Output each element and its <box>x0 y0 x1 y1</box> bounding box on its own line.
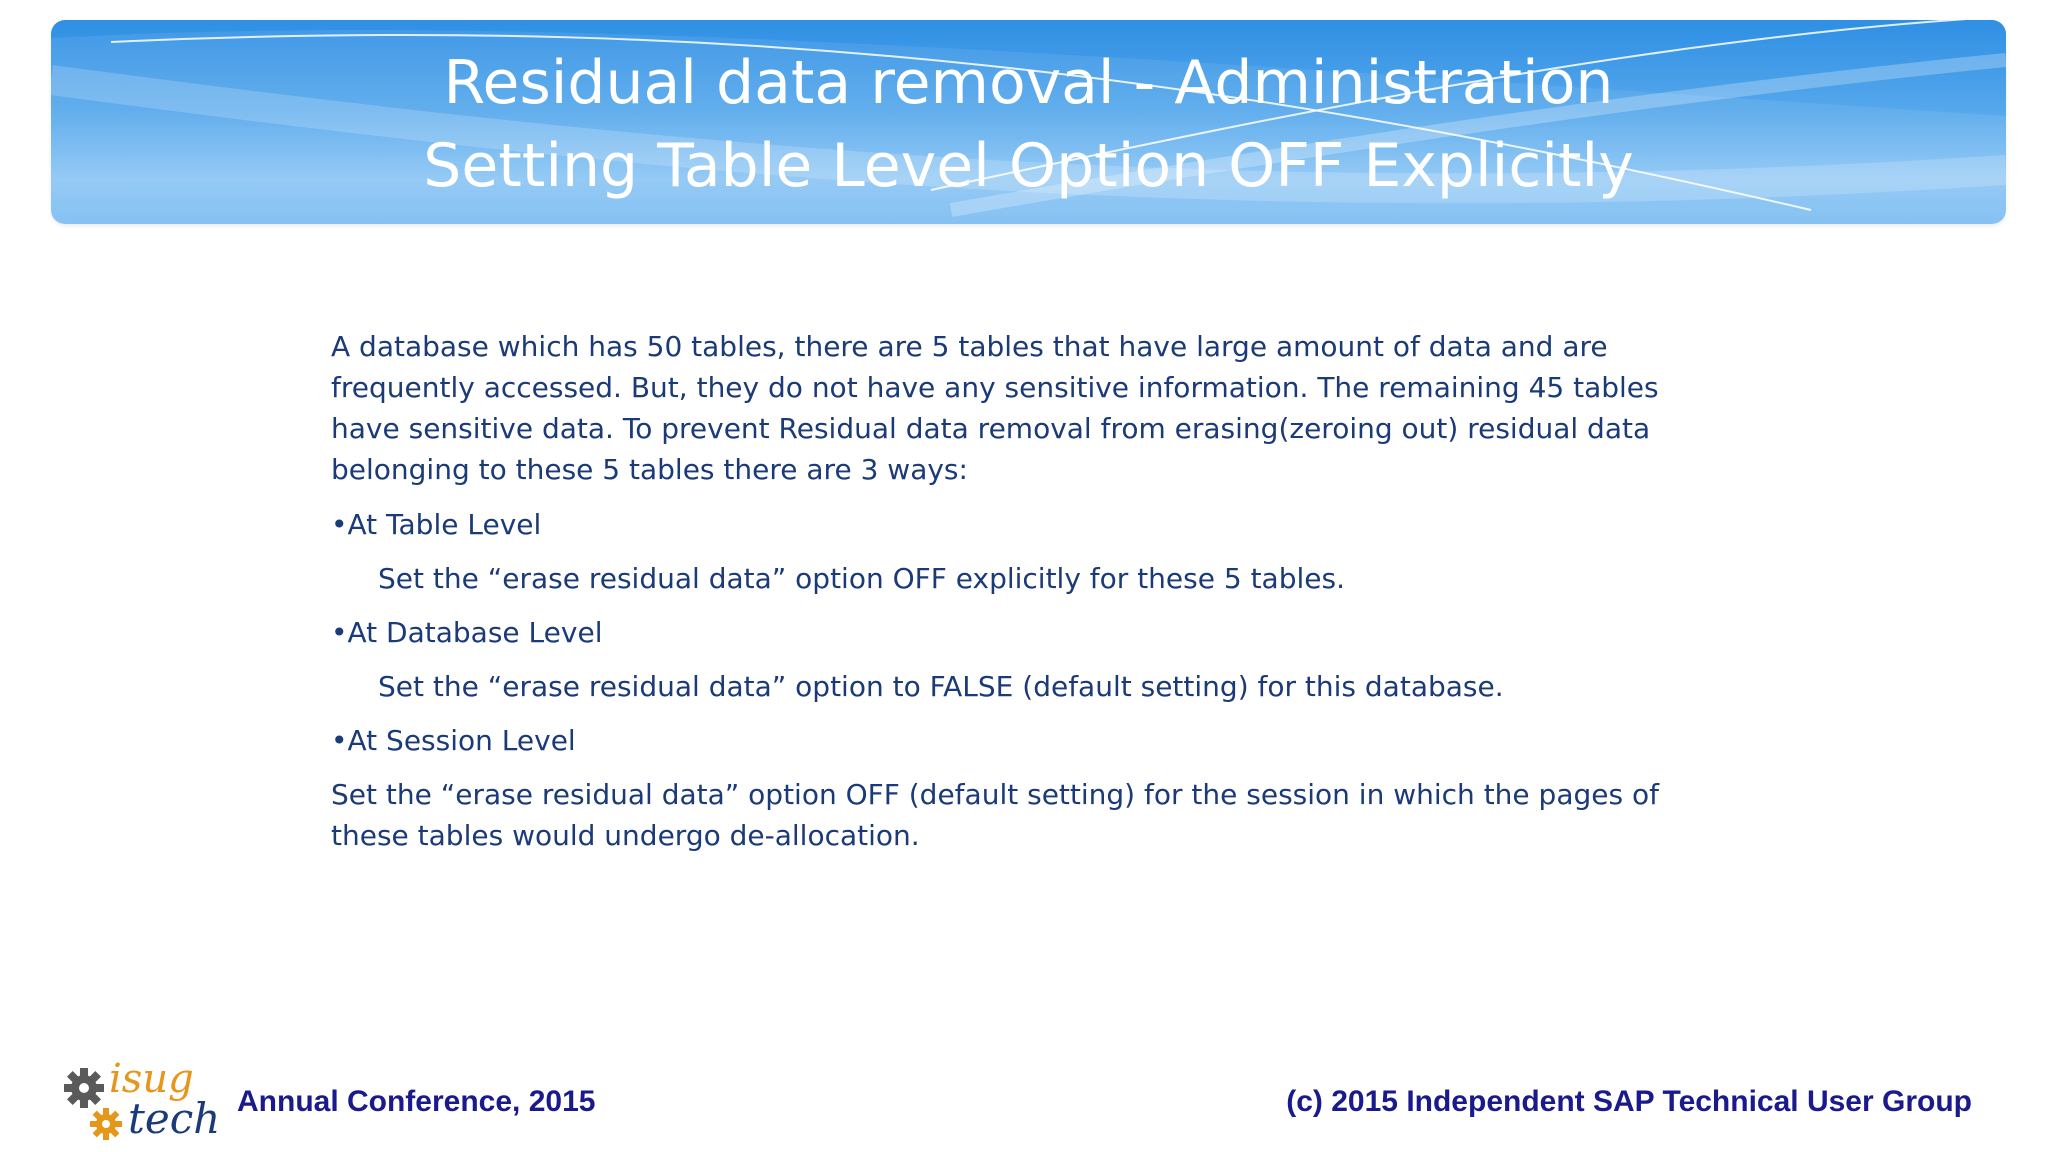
intro-paragraph: A database which has 50 tables, there are 5 tables that have large amount of data and are frequently accessed. But, they do not have any sensitive information. The remaining 45 tables have sensitive data. To prevent Residual data removal from erasing(zeroing out) residual data belonging to these 5 tables there are 3 ways: <box>331 330 1659 486</box>
logo-tech-text: tech <box>128 1094 221 1143</box>
bullet-session-level: •At Session Level <box>331 724 576 757</box>
slide-title-line-1: Residual data removal - Administration <box>443 48 1614 118</box>
slide-title-line-2: Setting Table Level Option OFF Explicitly <box>423 131 1634 201</box>
footer-copyright: (c) 2015 Independent SAP Technical User Group <box>1286 1085 1972 1118</box>
isug-tech-logo <box>62 1056 222 1146</box>
title-banner <box>51 20 2006 224</box>
logo-isug-text: isug <box>109 1056 194 1102</box>
detail-session-level: Set the “erase residual data” option OFF (default setting) for the session in which the pages of these tables would undergo de-allocation. <box>331 778 1659 852</box>
footer-conference: Annual Conference, 2015 <box>237 1085 596 1118</box>
bullet-database-level: •At Database Level <box>331 616 603 649</box>
detail-database-level: Set the “erase residual data” option to FALSE (default setting) for this database. <box>378 670 1504 703</box>
slide-body <box>331 326 1731 856</box>
bullet-table-level: •At Table Level <box>331 508 542 541</box>
detail-table-level: Set the “erase residual data” option OFF explicitly for these 5 tables. <box>378 562 1345 595</box>
